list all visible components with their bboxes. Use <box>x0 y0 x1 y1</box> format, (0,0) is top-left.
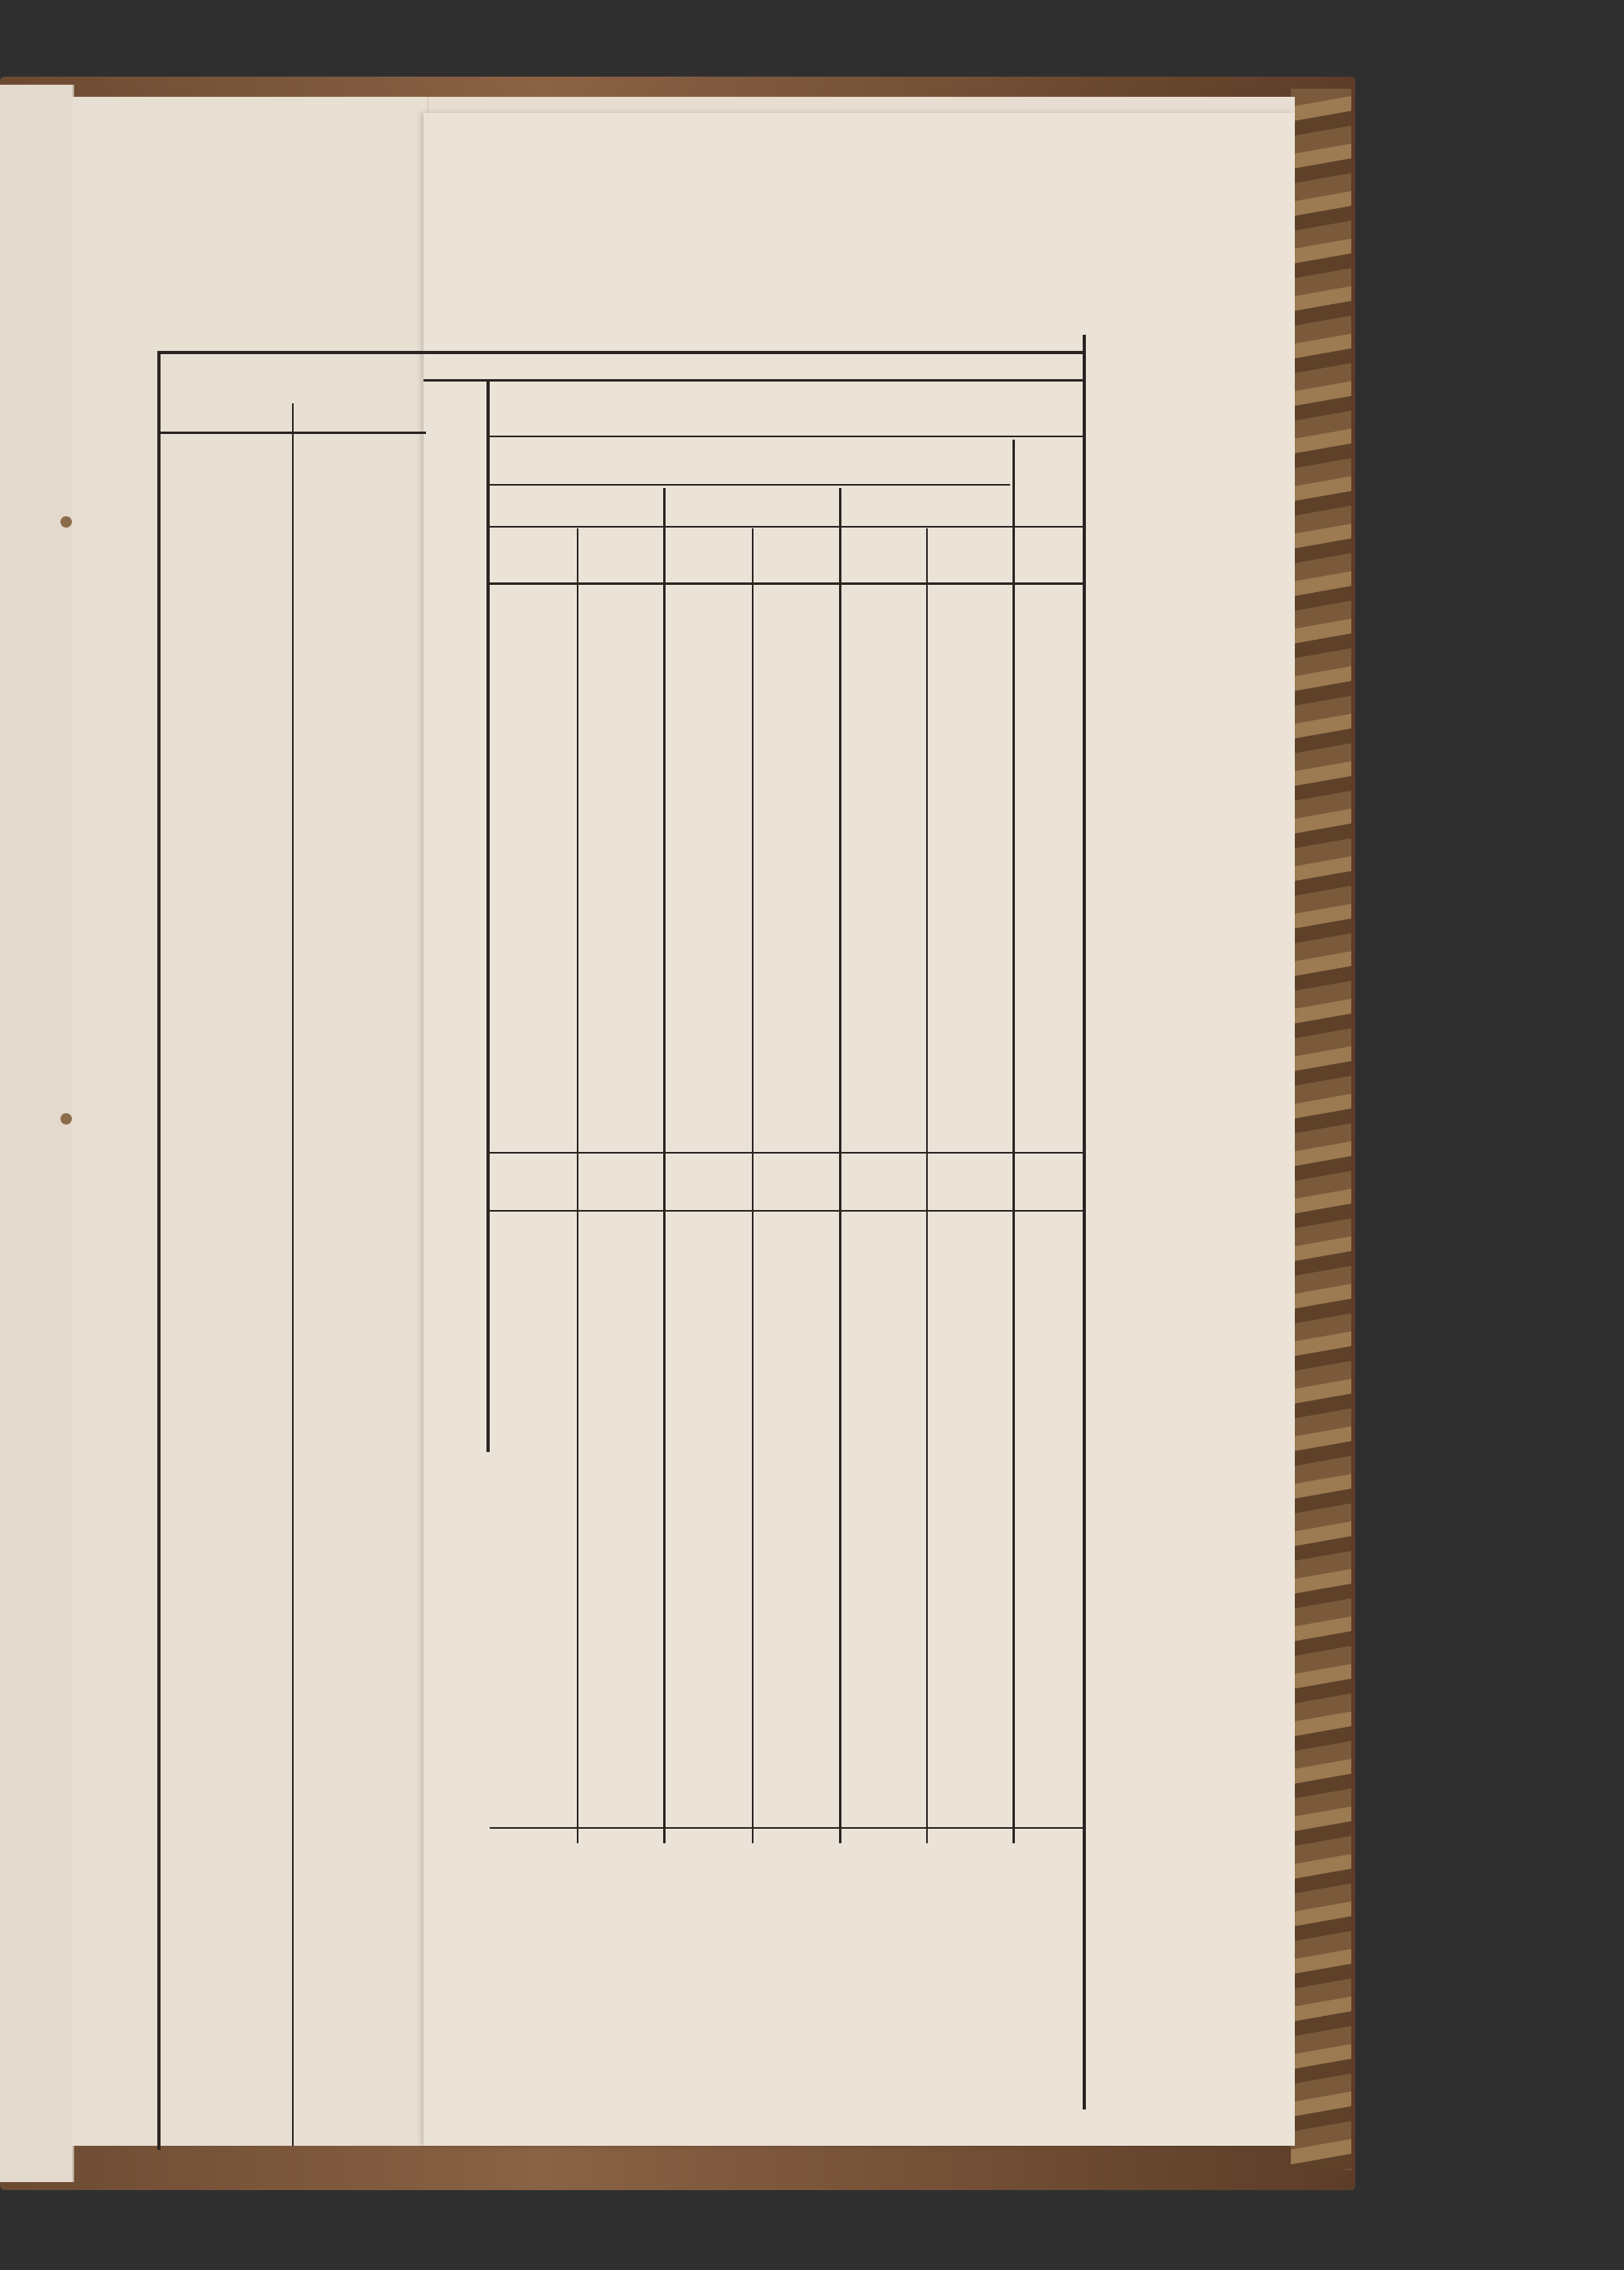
subheader-rule <box>490 582 1085 585</box>
col-rule-1 <box>292 403 294 2146</box>
fuer-rule <box>490 484 1010 486</box>
table-left-rule <box>157 351 161 2150</box>
abt-rule <box>490 526 1085 528</box>
folded-strip <box>73 97 428 2146</box>
sub-rule-2 <box>752 528 754 1843</box>
title-rule <box>424 379 1085 382</box>
morning-sum-rule <box>490 1152 1085 1154</box>
abt-rule-2 <box>839 488 841 1843</box>
count-title-rule <box>490 436 1085 437</box>
book-edge <box>1291 89 1351 2170</box>
morning-sum-bottom-rule <box>490 1210 1085 1212</box>
left-page <box>0 85 74 2182</box>
sub-rule-1 <box>577 528 578 1843</box>
table-top-rule <box>157 351 1085 354</box>
abt-rule-1 <box>663 488 666 1843</box>
count-left-rule <box>486 379 490 1452</box>
binding-hole <box>61 1113 72 1125</box>
sub-rule-3 <box>926 528 928 1843</box>
afternoon-sum-rule <box>490 1827 1085 1829</box>
header-rule-left <box>160 432 426 434</box>
table-right-rule <box>1083 335 1086 2109</box>
main-page <box>424 113 1295 2146</box>
binding-hole <box>61 516 72 528</box>
total-col-rule <box>1012 440 1015 1843</box>
